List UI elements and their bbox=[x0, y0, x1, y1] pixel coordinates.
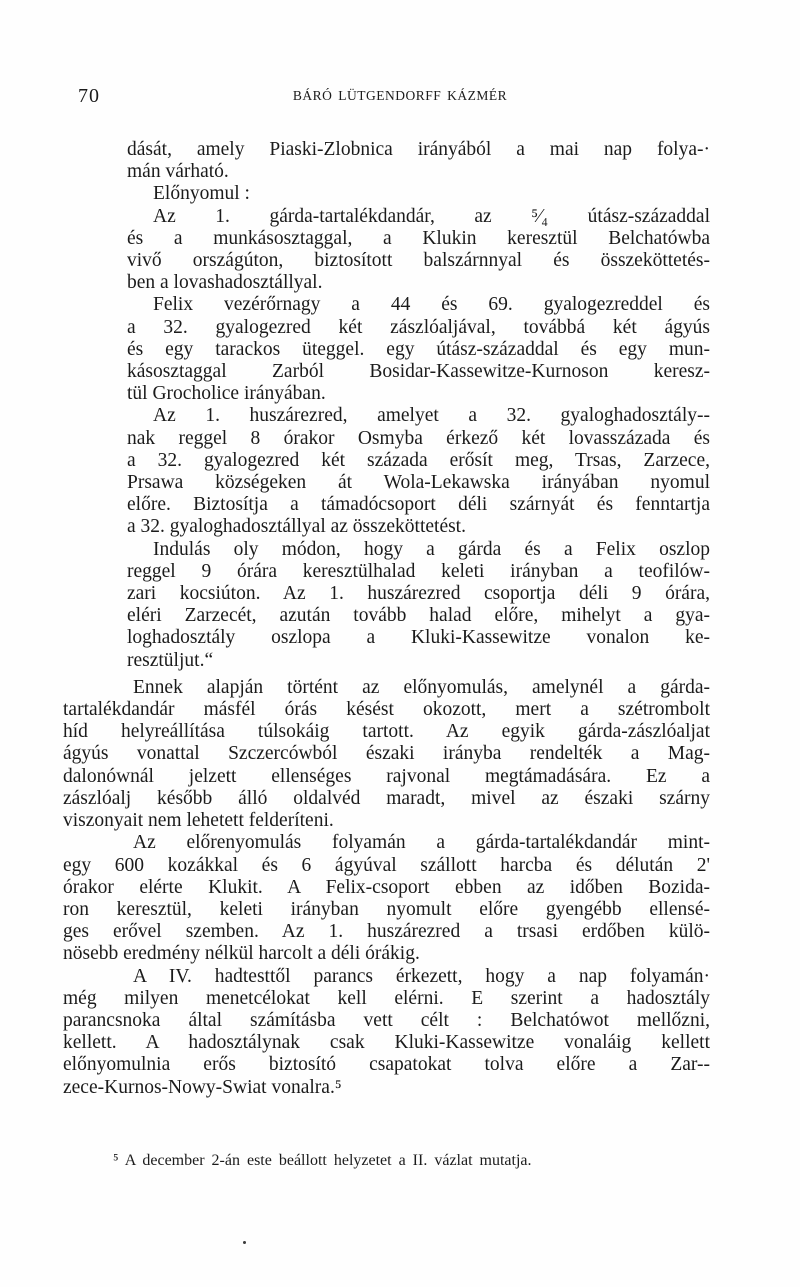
running-header: BÁRÓ LÜTGENDORFF KÁZMÉR bbox=[292, 88, 508, 103]
text-line: a 32. gyalogezred két zászlóaljával, továbbá két ágyús bbox=[127, 316, 710, 338]
text-line: a 32. gyaloghadosztállyal az összeköttetést. bbox=[127, 516, 466, 538]
text-line: zece-Kurnos-Nowy-Swiat vonalra.⁵ bbox=[63, 1076, 342, 1098]
page-number: 70 bbox=[78, 85, 100, 107]
text-line: ágyús vonattal Szczercówból északi irányba rendelték a Mag- bbox=[63, 743, 710, 765]
text-line: vivő országúton, biztosított balszárnnyal és összeköttetés- bbox=[127, 250, 710, 272]
text-line: eléri Zarzecét, azután tovább halad előre, mihelyt a gya- bbox=[127, 605, 710, 627]
text-line: reggel 9 órára keresztülhalad keleti irányban a teofilów- bbox=[127, 560, 710, 582]
text-line: ron keresztül, keleti irányban nyomult előre gyengébb ellensé- bbox=[63, 898, 710, 920]
text-line: és egy tarackos üteggel. egy útász-századdal és egy mun- bbox=[127, 338, 710, 360]
text-line: loghadosztály oszlopa a Kluki-Kassewitze vonalon ke- bbox=[127, 627, 710, 649]
text-line: és a munkásosztaggal, a Klukin keresztül Belchatówba bbox=[127, 227, 710, 249]
text-line: ges erővel szemben. Az 1. huszárezred a trsasi erdőben külö- bbox=[63, 921, 710, 943]
text-line: órakor elérte Klukit. A Felix-csoport ebben az időben Bozida- bbox=[63, 876, 710, 898]
text-line: Az 1. huszárezred, amelyet a 32. gyaloghadosztály-- bbox=[153, 405, 710, 427]
text-line: Az előrenyomulás folyamán a gárda-tartalékdandár mint- bbox=[133, 832, 710, 854]
text-line: Felix vezérőrnagy a 44 és 69. gyalogezreddel és bbox=[153, 294, 710, 316]
text-line: resztüljut.“ bbox=[127, 649, 214, 671]
text-line: nak reggel 8 órakor Osmyba érkező két lovasszázada és bbox=[127, 427, 710, 449]
page-body bbox=[63, 139, 710, 1099]
text-line: dását, amely Piaski-Zlobnica irányából a mai nap folya-· bbox=[127, 139, 710, 160]
text-line: híd helyreállítása túlsokáig tartott. Az egyik gárda-zászlóaljat bbox=[63, 721, 710, 743]
main-text-block bbox=[63, 677, 710, 1099]
text-line: zászlóalj később álló oldalvéd maradt, mivel az északi szárny bbox=[63, 787, 710, 809]
text-line: Indulás oly módon, hogy a gárda és a Felix oszlop bbox=[153, 538, 710, 560]
text-line: viszonyait nem lehetett felderíteni. bbox=[63, 810, 334, 832]
print-speck-dot bbox=[243, 1241, 246, 1244]
text-line: tartalékdandár másfél órás késést okozott, mert a szétrombolt bbox=[63, 699, 710, 721]
text-line: előre. Biztosítja a támadócsoport déli szárnyát és fenntartja bbox=[127, 494, 710, 516]
quoted-order-block bbox=[127, 139, 710, 672]
text-line: parancsnoka által számításba vett célt : Belchatówot mellőzni, bbox=[63, 1009, 710, 1031]
text-line: még milyen menetcélokat kell elérni. E szerint a hadosztály bbox=[63, 987, 710, 1009]
text-line: mán várható. bbox=[127, 161, 229, 183]
text-line: nösebb eredmény nélkül harcolt a déli órákig. bbox=[63, 943, 420, 965]
text-line: egy 600 kozákkal és 6 ágyúval szállott harcba és délután 2' bbox=[63, 854, 710, 876]
text-line: A IV. hadtesttől parancs érkezett, hogy a nap folyamán· bbox=[133, 965, 710, 987]
text-line: Ennek alapján történt az előnyomulás, amelynél a gárda- bbox=[133, 676, 710, 698]
footnote: ⁵ A december 2-án este beállott helyzetet a II. vázlat mutatja. bbox=[113, 1152, 532, 1169]
text-line: zari kocsiúton. Az 1. huszárezred csoportja déli 9 órára, bbox=[127, 583, 710, 605]
text-line: Prsawa községeken át Wola-Lekawska irányában nyomul bbox=[127, 472, 710, 494]
text-line: kásosztaggal Zarból Bosidar-Kassewitze-Kurnoson keresz- bbox=[127, 361, 710, 383]
text-line: Előnyomul : bbox=[153, 183, 250, 205]
text-line: Az 1. gárda-tartalékdandár, az ⁵⁄₄ útász-századdal bbox=[153, 205, 710, 227]
text-line: ben a lovashadosztállyal. bbox=[127, 272, 323, 294]
text-line: tül Grocholice irányában. bbox=[127, 383, 326, 405]
text-line: a 32. gyalogezred két százada erősít meg, Trsas, Zarzece, bbox=[127, 449, 710, 471]
text-line: dalonównál jelzett ellenséges rajvonal megtámadására. Ez a bbox=[63, 765, 710, 787]
text-line: előnyomulnia erős biztosító csapatokat tolva előre a Zar-- bbox=[63, 1054, 710, 1076]
text-line: kellett. A hadosztálynak csak Kluki-Kassewitze vonaláig kellett bbox=[63, 1032, 710, 1054]
